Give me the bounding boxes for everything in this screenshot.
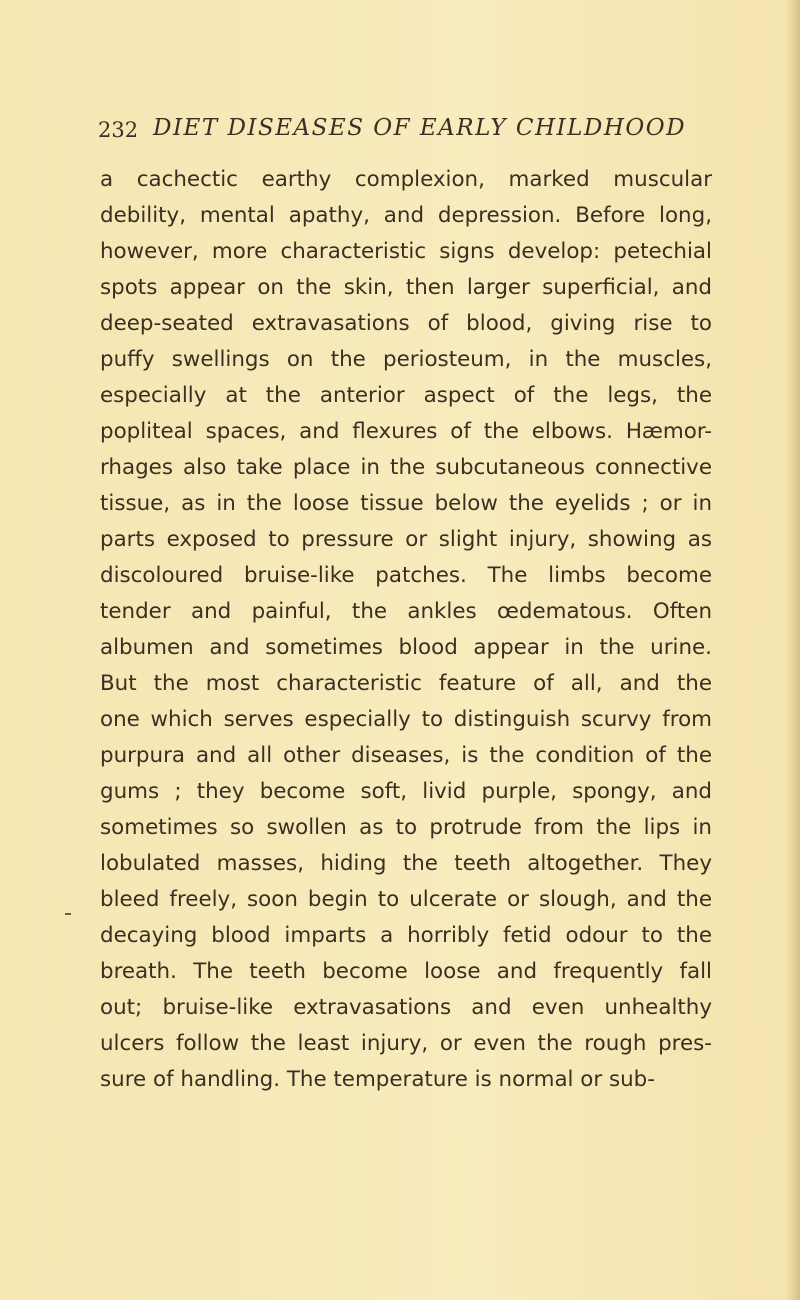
- text-line: gums ; they become soft, livid purple, spongy, and: [100, 779, 712, 804]
- text-line: albumen and sometimes blood appear in the urine.: [100, 635, 712, 660]
- text-line: popliteal spaces, and flexures of the elbows. Hæmor-: [100, 419, 712, 444]
- text-line: lobulated masses, hiding the teeth altogether. They: [100, 851, 712, 876]
- text-line: discoloured bruise-like patches. The limbs become: [100, 563, 712, 588]
- text-line: tender and painful, the ankles œdematous. Often: [100, 599, 712, 624]
- running-head: DIET DISEASES OF EARLY CHILDHOOD: [153, 115, 687, 141]
- text-line: ulcers follow the least injury, or even the rough pres-: [100, 1031, 712, 1056]
- text-line: parts exposed to pressure or slight injury, showing as: [100, 527, 712, 552]
- text-line: spots appear on the skin, then larger superficial, and: [100, 275, 712, 300]
- text-line: sure of handling. The temperature is normal or sub-: [100, 1067, 655, 1092]
- text-line: purpura and all other diseases, is the condition of the: [100, 743, 712, 768]
- text-line: one which serves especially to distinguish scurvy from: [100, 707, 712, 732]
- text-line: debility, mental apathy, and depression. Before long,: [100, 203, 712, 228]
- text-line: decaying blood imparts a horribly fetid odour to the: [100, 923, 712, 948]
- text-line: sometimes so swollen as to protrude from the lips in: [100, 815, 712, 840]
- text-line: tissue, as in the loose tissue below the eyelids ; or in: [100, 491, 712, 516]
- text-line: puffy swellings on the periosteum, in the muscles,: [100, 347, 712, 372]
- margin-mark: [65, 913, 71, 915]
- text-line: breath. The teeth become loose and frequently fall: [100, 959, 712, 984]
- text-line: a cachectic earthy complexion, marked muscular: [100, 167, 712, 192]
- text-line: especially at the anterior aspect of the legs, the: [100, 383, 712, 408]
- page-edge-shadow: [786, 0, 800, 1300]
- text-line: deep-seated extravasations of blood, giving rise to: [100, 311, 712, 336]
- body-text: [100, 162, 712, 1098]
- text-line: But the most characteristic feature of all, and the: [100, 671, 712, 696]
- page-header: [98, 110, 718, 150]
- text-line: bleed freely, soon begin to ulcerate or slough, and the: [100, 887, 712, 912]
- page-number: 232: [98, 118, 139, 142]
- text-line: out; bruise-like extravasations and even unhealthy: [100, 995, 712, 1020]
- text-line: however, more characteristic signs develop: petechial: [100, 239, 712, 264]
- text-line: rhages also take place in the subcutaneous connective: [100, 455, 712, 480]
